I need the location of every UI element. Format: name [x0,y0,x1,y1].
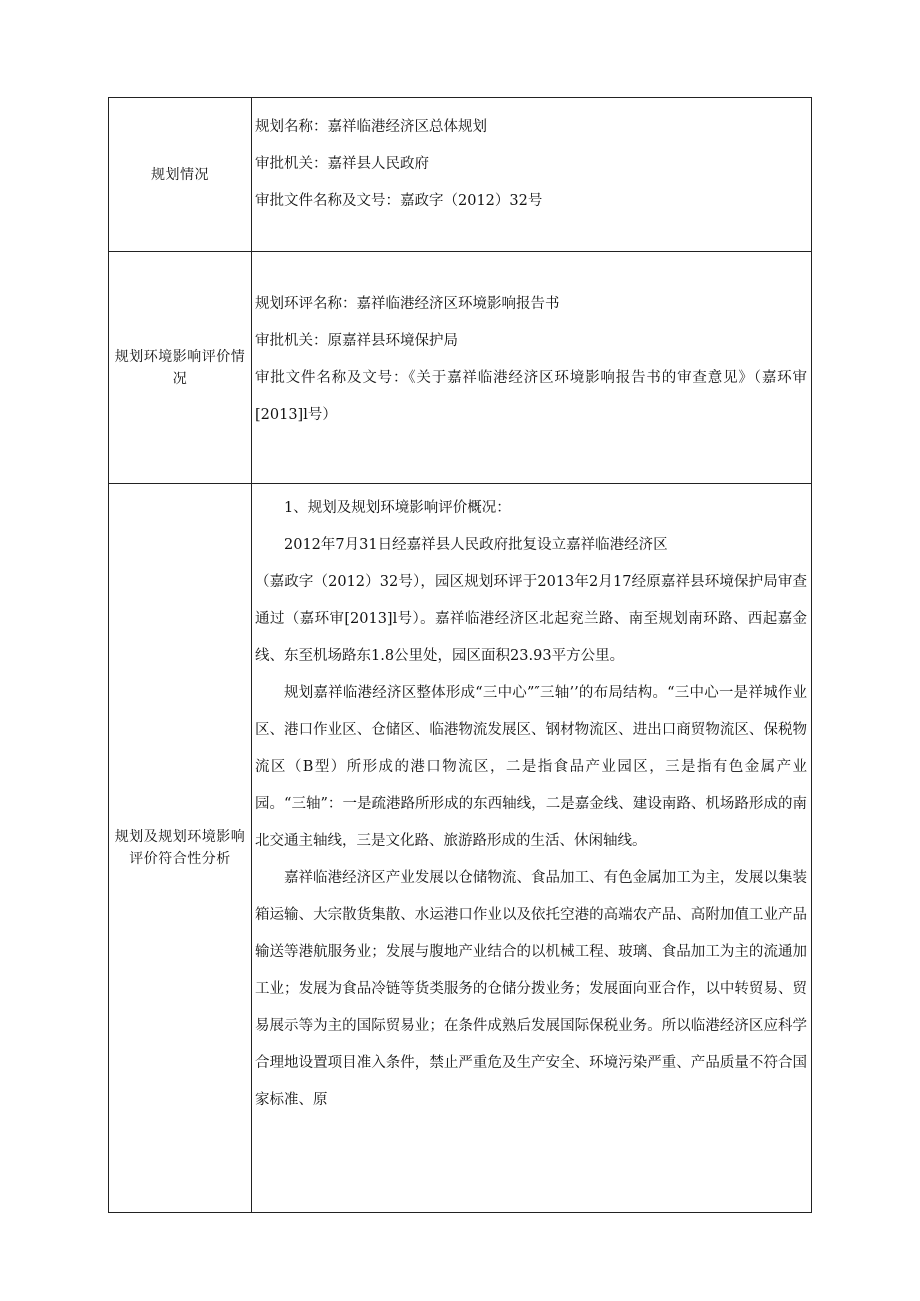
content-compliance-analysis [252,484,812,1213]
content-planning-status [252,98,812,252]
label-compliance-analysis [109,484,252,1213]
label-text: 规划环境影响评价情况 [114,348,246,387]
eia-document-line: 审批文件名称及文号：《关于嘉祥临港经济区环境影响报告书的审查意见》（嘉环审[2013]l号） [255,370,807,423]
paragraph-establishment: 2012年7月31日经嘉祥县人民政府批复设立嘉祥临港经济区 [284,537,668,553]
paragraph-layout-structure: 规划嘉祥临港经济区整体形成“三中心”″三轴’’的布局结构。“三中心一是祥城作业区、港口作业区、仓储区、临港物流发展区、钢材物流区、进出口商贸物流区、保税物流区（B型）所形成的港口物流区，二是指食品产业园区，三是指有色金属产业园。“三轴”：一是疏港路所形成的东西轴线，二是嘉金线、建设南路、机场路形成的南北交通主轴线，三是文化路、旅游路形成的生活、休闲轴线。 [255,685,807,849]
paragraph-approval-scope: （嘉政字（2012）32号），园区规划环评于2013年2月17经原嘉祥县环境保护局审查通过（嘉环审[2013]l号）。嘉祥临港经济区北起兖兰路、南至规划南环路、西起嘉金线、东至机场路东1.8公里处，园区面积23.93平方公里。 [255,574,807,664]
section-heading: 1、规划及规划环境影响评价概况： [284,500,511,516]
row-planning-status [109,98,812,252]
paragraph-industry-development: 嘉祥临港经济区产业发展以仓储物流、食品加工、有色金属加工为主，发展以集装箱运输、大宗散货集散、水运港口作业以及依托空港的高端农产品、高附加值工业产品输送等港航服务业；发展与腹地产业结合的以机械工程、玻璃、食品加工为主的流通加工业；发展为食品冷链等货类服务的仓储分拨业务；发展面向亚合作，以中转贸易、贸易展示等为主的国际贸易业；在条件成熟后发展国际保税业务。所以临港经济区应科学合理地设置项目准入条件，禁止严重危及生产安全、环境污染严重、产品质量不符合国家标准、原 [255,870,807,1108]
label-text: 规划情况 [151,166,209,183]
approval-document-line: 审批文件名称及文号：嘉政字（2012）32号 [255,193,543,209]
row-compliance-analysis [109,484,812,1213]
label-planning-status [109,98,252,252]
eia-authority-line: 审批机关：原嘉祥县环境保护局 [255,333,458,349]
plan-name-line: 规划名称：嘉祥临港经济区总体规划 [255,119,487,135]
row-eia-status [109,252,812,484]
content-eia-status [252,252,812,484]
approval-authority-line: 审批机关：嘉祥县人民政府 [255,156,429,172]
label-text: 规划及规划环境影响评价符合性分析 [114,829,246,867]
planning-info-table [108,97,812,1213]
label-eia-status [109,252,252,484]
eia-name-line: 规划环评名称：嘉祥临港经济区环境影响报告书 [255,296,560,312]
